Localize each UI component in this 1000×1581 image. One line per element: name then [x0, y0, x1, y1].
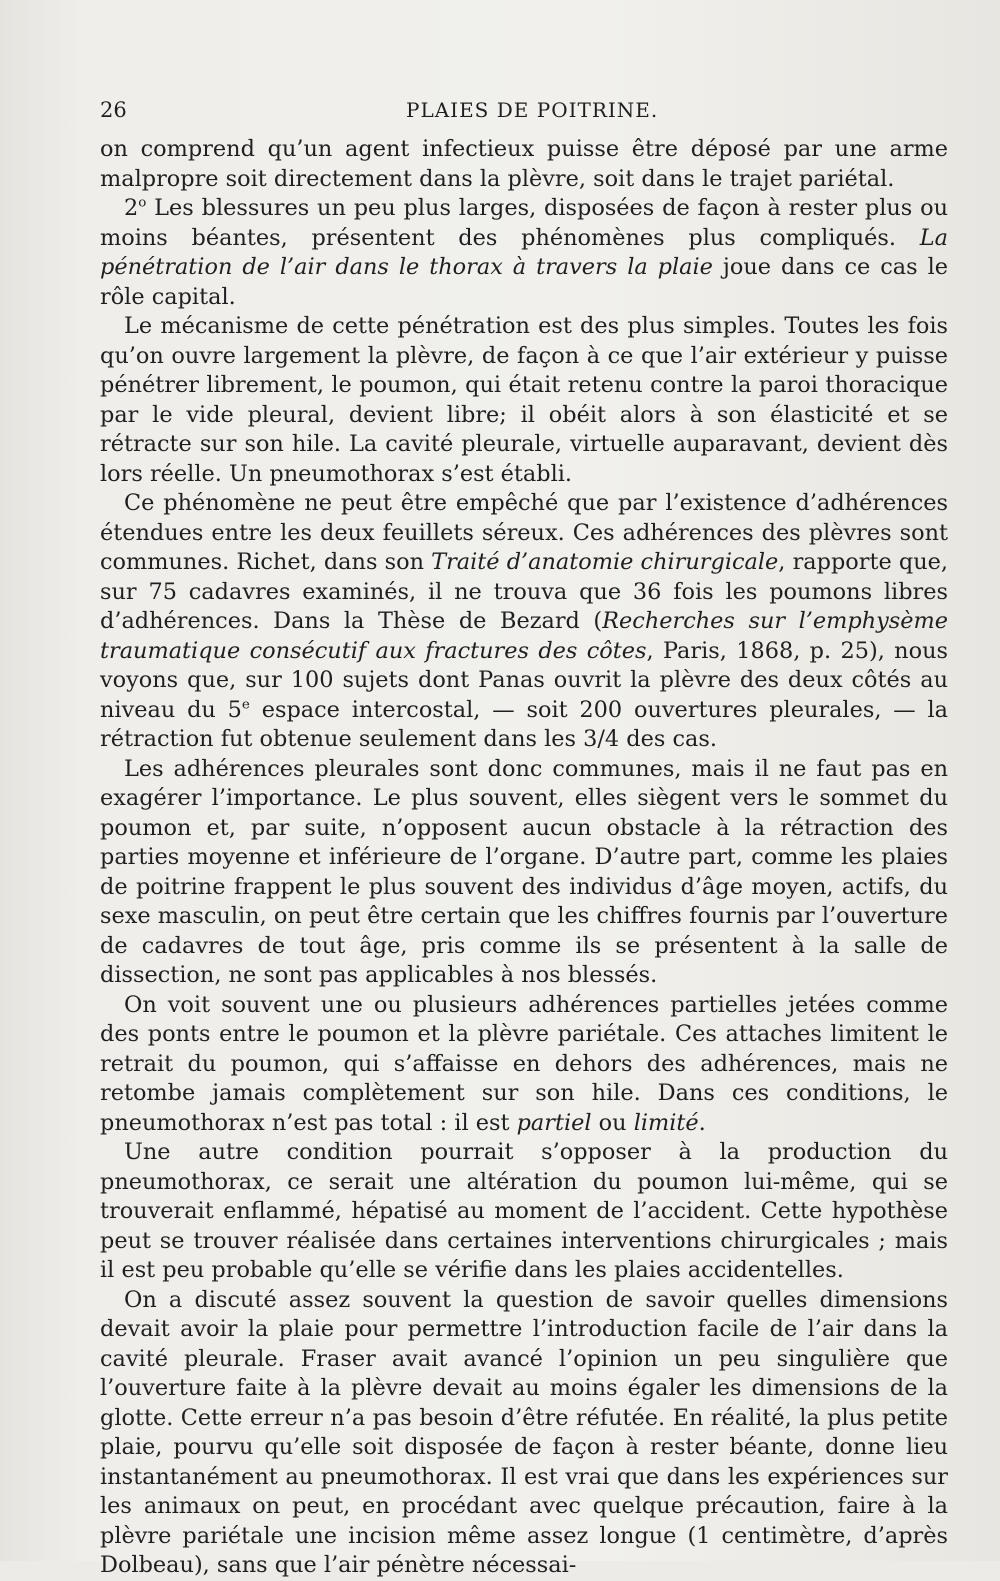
- italic-text: partiel: [516, 1109, 592, 1136]
- text-segment: ou: [591, 1109, 634, 1136]
- page-number: 26: [100, 98, 127, 122]
- superscript-text: o: [138, 195, 147, 211]
- text-segment: espace intercostal, — soit 200 ouvertures pleurales, — la rétraction fut obtenue seulement dans les 3/4 des cas.: [100, 696, 948, 752]
- text-segment: on comprend qu’un agent infectieux puisse être déposé par une arme malpropre soit directement dans la plèvre, soit dans le trajet pariétal.: [100, 136, 948, 192]
- text-segment: Le mécanisme de cette pénétration est des plus simples. Toutes les fois qu’on ouvre largement la plèvre, de façon à ce que l’air extérieur y puisse pénétrer librement, le poumon, qui était retenu contre la paroi thoracique par le vide pleural, devient libre; il obéit alors à son élasticité et se rétracte sur son hile. La cavité pleurale, virtuelle auparavant, devient dès lors réelle. Un pneumothorax s’est établi.: [100, 313, 948, 487]
- text-segment: , Paris, 1868, p. 25), nous voyons que, sur 100 sujets dont Panas ouvrit la plèvre des deux côtés au niveau du 5: [100, 637, 948, 723]
- paragraph: [100, 991, 948, 1139]
- text-segment: 2: [124, 195, 139, 221]
- text-segment: joue dans ce cas le rôle capital.: [100, 254, 949, 310]
- running-title: PLAIES DE POITRINE.: [406, 98, 659, 122]
- text-segment: On voit souvent une ou plusieurs adhérences partielles jetées comme des ponts entre le poumon et la plèvre pariétale. Ces attaches limitent le retrait du poumon, qui s’affaisse en dehors des adhérences, mais ne retombe jamais complètement sur son hile. Dans ces conditions, le pneumothorax n’est pas total : il est: [100, 991, 948, 1136]
- body-text: [100, 135, 948, 1581]
- italic-text: Traité d’anatomie chirurgicale: [431, 549, 779, 575]
- superscript-text: e: [241, 697, 250, 713]
- paragraph: [100, 194, 948, 312]
- paragraph: [100, 755, 948, 991]
- text-segment: Les blessures un peu plus larges, disposées de façon à rester plus ou moins béantes, présentent des phénomènes plus compliqués.: [100, 195, 948, 251]
- page-header: [100, 98, 940, 128]
- text-segment: , rapporte que, sur 75 cadavres examinés, il ne trouva que 36 fois les poumons libres d’adhérences. Dans la Thèse de Bezard (: [100, 549, 948, 634]
- paragraph: [100, 489, 948, 755]
- text-segment: On a discuté assez souvent la question de savoir quelles dimensions devait avoir la plaie pour permettre l’introduction facile de l’air dans la cavité pleurale. Fraser avait avancé l’opinion un peu singulière que l’ouverture faite à la plèvre devait au moins égaler les dimensions de la glotte. Cette erreur n’a pas besoin d’être réfutée. En réalité, la plus petite plaie, pourvu qu’elle soit disposée de façon à rester béante, donne lieu instantanément au pneumothorax. Il est vrai que dans les expériences sur les animaux on peut, en procédant avec quelque précaution, faire à la plèvre pariétale une incision même assez longue (1 centimètre, d’après Dolbeau), sans que l’air pénètre nécessai-: [100, 1286, 948, 1578]
- italic-text: La pénétration de l’air dans le thorax à travers la plaie: [100, 224, 948, 280]
- text-segment: Une autre condition pourrait s’opposer à la production du pneumothorax, ce serait une altération du poumon lui-même, qui se trouverait enflammé, hépatisé au moment de l’accident. Cette hypothèse peut se trouver réalisée dans certaines interventions chirurgicales ; mais il est peu probable qu’elle se vérifie dans les plaies accidentelles.: [100, 1139, 948, 1283]
- text-segment: Les adhérences pleurales sont donc communes, mais il ne faut pas en exagérer l’importance. Le plus souvent, elles siègent vers le sommet du poumon et, par suite, n’opposent aucun obstacle à la rétraction des parties moyenne et inférieure de l’organe. D’autre part, comme les plaies de poitrine frappent le plus souvent des individus d’âge moyen, actifs, du sexe masculin, on peut être certain que les chiffres fournis par l’ouverture de cadavres de tout âge, pris comme ils se présentent à la salle de dissection, ne sont pas applicables à nos blessés.: [100, 755, 948, 988]
- paragraph: [100, 1286, 948, 1581]
- text-segment: Ce phénomène ne peut être empêché que par l’existence d’adhérences étendues entre les deux feuillets séreux. Ces adhérences des plèvres sont communes. Richet, dans son: [100, 490, 948, 575]
- paragraph: [100, 135, 948, 194]
- paragraph: [100, 1138, 948, 1286]
- italic-text: limité: [633, 1109, 699, 1136]
- text-segment: .: [698, 1109, 706, 1136]
- italic-text: Recherches sur l’emphysème traumatique consécutif aux fractures des côtes: [100, 608, 949, 664]
- paragraph: [100, 312, 948, 489]
